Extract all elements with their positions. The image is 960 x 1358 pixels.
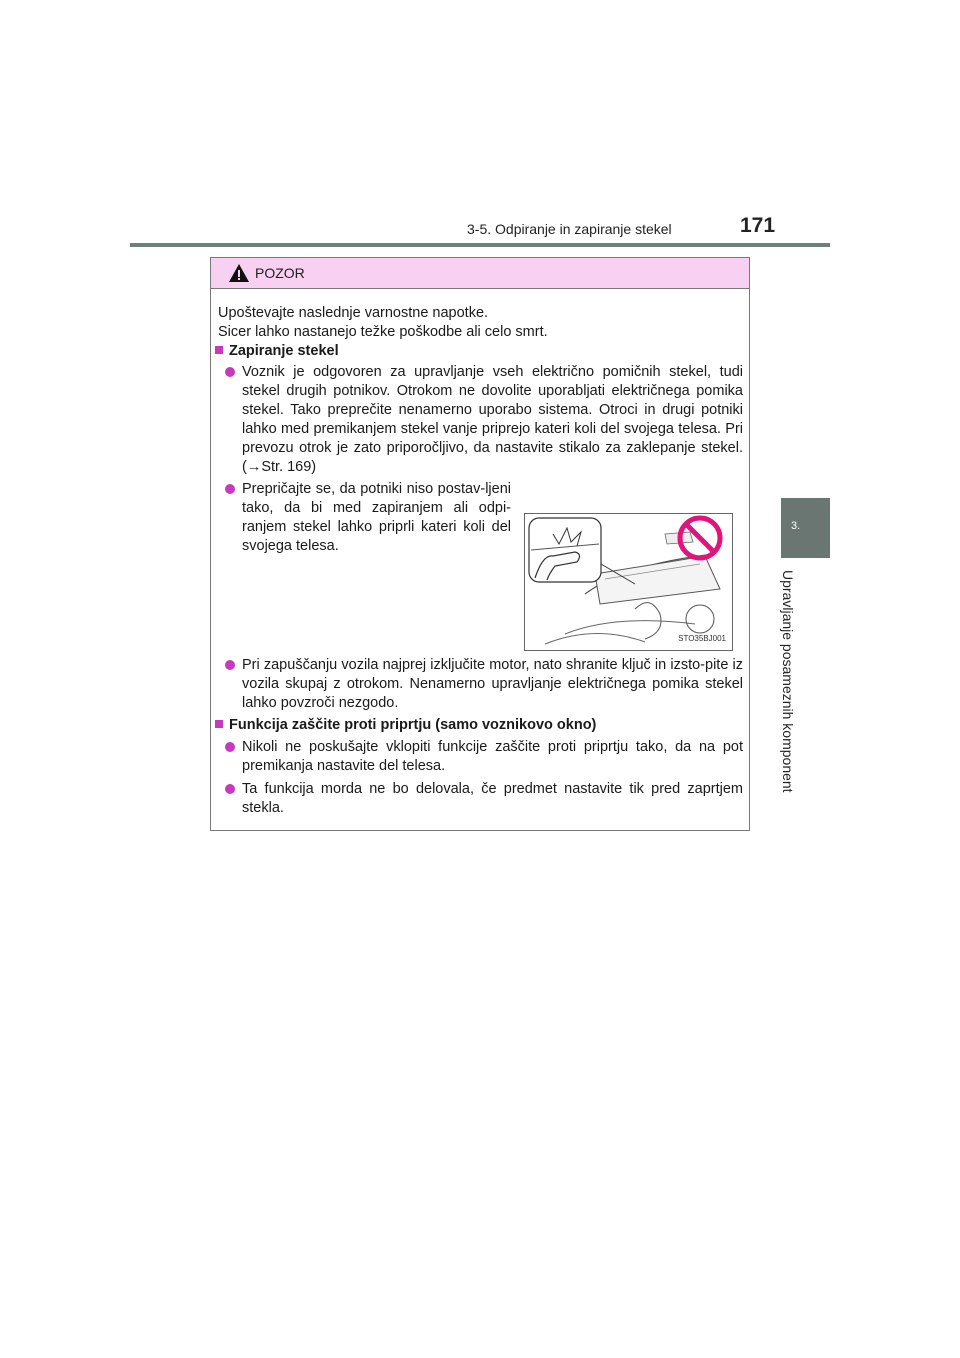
window-pinch-illustration (524, 513, 733, 651)
circle-bullet-icon (225, 742, 235, 752)
circle-bullet-icon (225, 484, 235, 494)
bullet-text: Voznik je odgovoren za upravljanje vseh električno pomičnih stekel, tudi stekel drugih potnikov. Otrokom ne dovolite uporabljati električnega pomika stekel. Tako preprečite nenamerno uporabo sistema. Otroci in drugi potniki lahko med premikanjem stekel vanje priprejo kateri koli del svojega telesa. Pri prevozu otrok je zato priporočljivo, da nastavite stikalo za zaklepanje stekel. (→Str. 169) (242, 364, 743, 475)
intro-line-1: Upoštevajte naslednje varnostne napotke. (218, 305, 489, 321)
section-heading-closing (215, 342, 339, 361)
section-heading-text: Zapiranje stekel (229, 343, 339, 359)
section-title: 3-5. Odpiranje in zapiranje stekel (467, 221, 672, 237)
circle-bullet-icon (225, 660, 235, 670)
bullet-may-not-work (225, 780, 743, 818)
warning-header (211, 258, 749, 289)
circle-bullet-icon (225, 367, 235, 377)
bullet-text: Ta funkcija morda ne bo delovala, če predmet nastavite tik pred zaprtjem stekla. (242, 781, 743, 816)
chapter-tab (781, 498, 830, 558)
warning-box (210, 257, 750, 831)
page-number: 171 (740, 214, 776, 237)
square-bullet-icon (215, 346, 223, 354)
bullet-text: Prepričajte se, da potniki niso postav-ljeni tako, da bi med zapiranjem ali odpi-ranjem stekel lahko priprli kateri koli del svojega telesa. (242, 481, 511, 554)
chapter-title: Upravljanje posameznih komponent (780, 570, 796, 793)
warning-triangle-icon (228, 263, 250, 283)
section-heading-antipinch (215, 716, 596, 735)
illustration-code: STO35BJ001 (678, 634, 726, 643)
circle-bullet-icon (225, 784, 235, 794)
bullet-never-test-antipinch (225, 738, 743, 776)
chapter-number: 3. (791, 520, 801, 532)
warning-title: POZOR (255, 265, 305, 281)
bullet-leaving-vehicle (225, 656, 743, 713)
header-divider (130, 243, 830, 247)
bullet-passenger-position (225, 480, 511, 556)
bullet-text: Nikoli ne poskušajte vklopiti funkcije zaščite proti priprtju tako, da na pot premikanja nastavite del telesa. (242, 739, 743, 774)
bullet-driver-responsibility (225, 363, 743, 477)
warning-intro (218, 304, 743, 342)
intro-line-2: Sicer lahko nastanejo težke poškodbe ali celo smrt. (218, 324, 548, 340)
section-heading-text: Funkcija zaščite proti priprtju (samo voznikovo okno) (229, 717, 597, 733)
square-bullet-icon (215, 720, 223, 728)
bullet-text: Pri zapuščanju vozila najprej izključite motor, nato shranite ključ in izsto-pite iz vozila skupaj z otrokom. Nenamerno upravljanje električnega pomika stekel lahko povzroči nezgodo. (242, 657, 743, 711)
